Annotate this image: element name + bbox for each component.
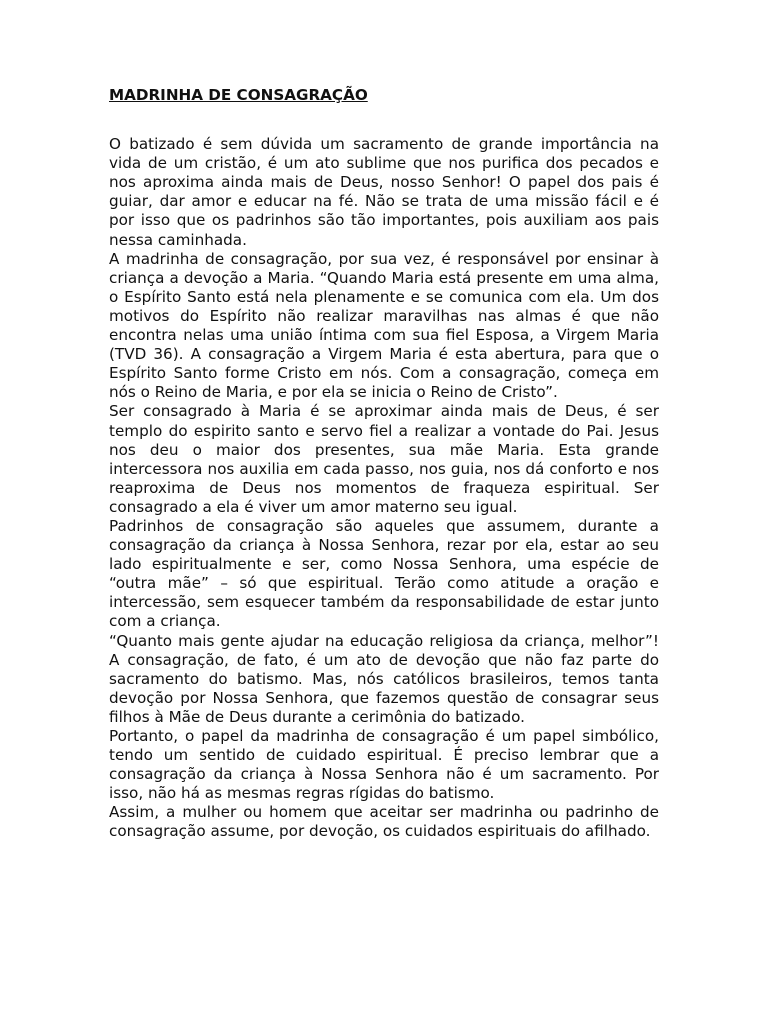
- paragraph-madrinha: A madrinha de consagração, por sua vez, é responsável por ensinar à criança a devoção a Maria. “Quando Maria está presente em uma alma, o Espírito Santo está nela plenamente e se comunica com ela. Um dos motivos do Espírito não realizar maravilhas nas almas é que não encontra nelas uma união íntima com sua fiel Esposa, a Virgem Maria (TVD 36). A consagração a Virgem Maria é esta abertura, para que o Espírito Santo forme Cristo em nós. Com a consagração, começa em nós o Reino de Maria, e por ela se inicia o Reino de Cristo”.: [109, 249, 659, 402]
- document-title: MADRINHA DE CONSAGRAÇÃO: [109, 86, 368, 104]
- paragraph-quanto-mais: “Quanto mais gente ajudar na educação religiosa da criança, melhor”! A consagração, de fato, é um ato de devoção que não faz parte do sacramento do batismo. Mas, nós católicos brasileiros, temos tanta devoção por Nossa Senhora, que fazemos questão de consagrar seus filhos à Mãe de Deus durante a cerimônia do batizado.: [109, 631, 659, 726]
- document-body: [109, 86, 659, 842]
- paragraph-padrinhos: Padrinhos de consagração são aqueles que assumem, durante a consagração da criança à Nossa Senhora, rezar por ela, estar ao seu lado espiritualmente e ser, como Nossa Senhora, uma espécie de “outra mãe” – só que espiritual. Terão como atitude a oração e intercessão, sem esquecer também da responsabilidade de estar junto com a criança.: [109, 516, 659, 631]
- paragraph-assim: Assim, a mulher ou homem que aceitar ser madrinha ou padrinho de consagração assume, por devoção, os cuidados espirituais do afilhado.: [109, 803, 659, 841]
- paragraph-portanto: Portanto, o papel da madrinha de consagração é um papel simbólico, tendo um sentido de cuidado espiritual. É preciso lembrar que a consagração da criança à Nossa Senhora não é um sacramento. Por isso, não há as mesmas regras rígidas do batismo.: [109, 727, 659, 803]
- paragraph-ser-consagrado: Ser consagrado à Maria é se aproximar ainda mais de Deus, é ser templo do espirito santo e servo fiel a realizar a vontade do Pai. Jesus nos deu o maior dos presentes, sua mãe Maria. Esta grande intercessora nos auxilia em cada passo, nos guia, nos dá conforto e nos reaproxima de Deus nos momentos de fraqueza espiritual. Ser consagrado a ela é viver um amor materno seu igual.: [109, 402, 659, 516]
- paragraph-batizado: O batizado é sem dúvida um sacramento de grande importância na vida de um cristão, é um ato sublime que nos purifica dos pecados e nos aproxima ainda mais de Deus, nosso Senhor! O papel dos pais é guiar, dar amor e educar na fé. Não se trata de uma missão fácil e é por isso que os padrinhos são tão importantes, pois auxiliam aos pais nessa caminhada.: [109, 135, 659, 249]
